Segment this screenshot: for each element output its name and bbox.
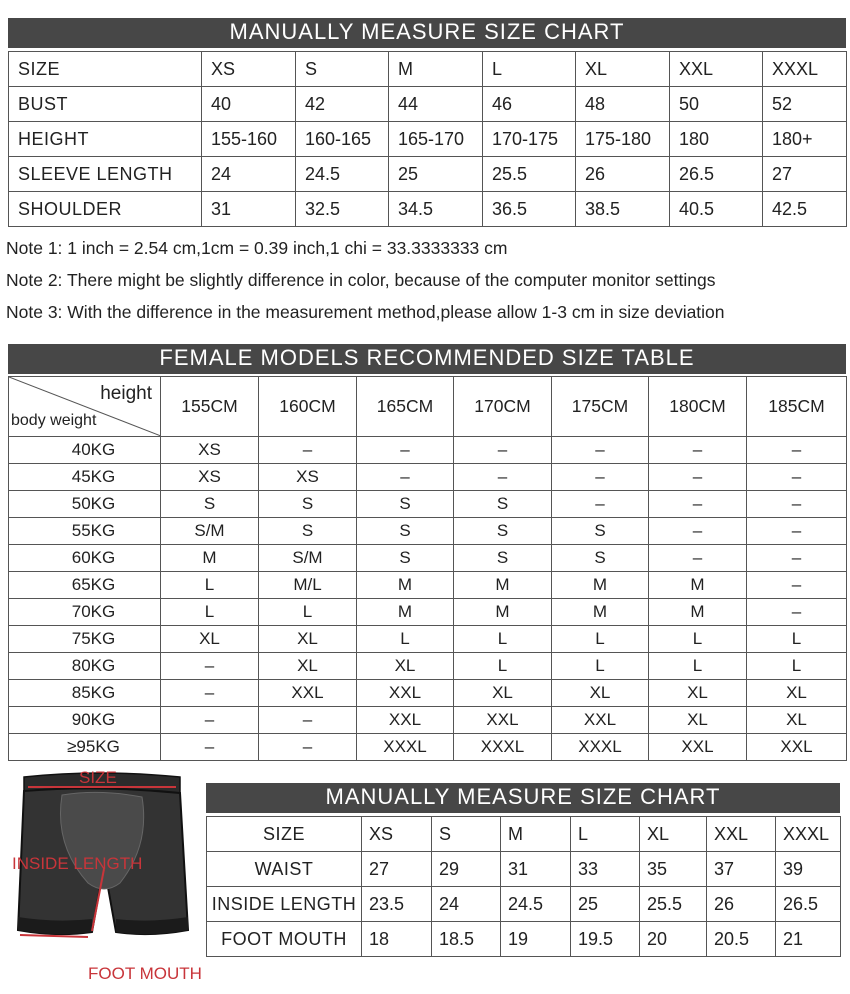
recommended-size-cell: XXXL bbox=[357, 734, 454, 761]
recommended-size-cell: – bbox=[552, 491, 649, 518]
recommended-size-cell: L bbox=[649, 653, 747, 680]
measure-table-cell: 26.5 bbox=[670, 157, 763, 192]
measure-table-cell: 24 bbox=[202, 157, 296, 192]
measure-table-cell: L bbox=[483, 52, 576, 87]
recommended-size-cell: XXL bbox=[649, 734, 747, 761]
recommended-size-cell: XXL bbox=[357, 680, 454, 707]
shorts-illustration bbox=[0, 765, 215, 994]
recommended-size-cell: – bbox=[649, 545, 747, 572]
shorts-table-row-label: WAIST bbox=[207, 852, 362, 887]
recommended-size-cell: L bbox=[552, 626, 649, 653]
shorts-table-cell: 25 bbox=[571, 887, 640, 922]
weight-row-label: 40KG bbox=[9, 437, 161, 464]
weight-row-label: 65KG bbox=[9, 572, 161, 599]
weight-row-label: 80KG bbox=[9, 653, 161, 680]
recommended-size-cell: XL bbox=[161, 626, 259, 653]
recommended-size-cell: XS bbox=[161, 437, 259, 464]
recommended-size-cell: XXL bbox=[357, 707, 454, 734]
measure-table-row-label: SIZE bbox=[9, 52, 202, 87]
recommended-size-cell: L bbox=[454, 626, 552, 653]
shorts-table-cell: 20.5 bbox=[707, 922, 776, 957]
recommended-row bbox=[9, 626, 847, 653]
note-1: Note 1: 1 inch = 2.54 cm,1cm = 0.39 inch,1 chi = 33.3333333 cm bbox=[6, 238, 508, 258]
recommended-header-row bbox=[9, 377, 847, 437]
measure-table-cell: M bbox=[389, 52, 483, 87]
measure-table-row bbox=[9, 192, 847, 227]
shorts-table-cell: XXXL bbox=[776, 817, 841, 852]
size-chart-banner bbox=[8, 18, 846, 48]
weight-row-label: 50KG bbox=[9, 491, 161, 518]
recommended-size-cell: L bbox=[552, 653, 649, 680]
measure-table-cell: 175-180 bbox=[576, 122, 670, 157]
recommended-size-cell: L bbox=[357, 626, 454, 653]
height-column-header: 160CM bbox=[259, 377, 357, 437]
measure-table-cell: 38.5 bbox=[576, 192, 670, 227]
measure-table-cell: 180 bbox=[670, 122, 763, 157]
recommended-size-cell: M bbox=[454, 572, 552, 599]
measure-table-cell: 46 bbox=[483, 87, 576, 122]
recommended-size-cell: XXXL bbox=[552, 734, 649, 761]
shorts-table-cell: 31 bbox=[501, 852, 571, 887]
recommended-size-cell: XL bbox=[747, 707, 847, 734]
note-2: Note 2: There might be slightly difference in color, because of the computer monitor settings bbox=[6, 270, 716, 290]
recommended-row bbox=[9, 437, 847, 464]
recommended-size-cell: S bbox=[357, 491, 454, 518]
recommended-row bbox=[9, 599, 847, 626]
measure-table-cell: 160-165 bbox=[296, 122, 389, 157]
measure-table-cell: 42.5 bbox=[763, 192, 847, 227]
measure-table-cell: 26 bbox=[576, 157, 670, 192]
corner-height-label: height bbox=[100, 383, 152, 404]
recommended-size-cell: XS bbox=[161, 464, 259, 491]
measure-table-cell: 155-160 bbox=[202, 122, 296, 157]
recommended-size-cell: – bbox=[649, 464, 747, 491]
recommended-size-cell: XL bbox=[259, 626, 357, 653]
recommended-size-cell: S bbox=[357, 518, 454, 545]
recommended-size-cell: XL bbox=[747, 680, 847, 707]
recommended-size-cell: – bbox=[747, 437, 847, 464]
recommended-row bbox=[9, 680, 847, 707]
recommended-size-cell: L bbox=[161, 599, 259, 626]
recommended-size-cell: XXL bbox=[747, 734, 847, 761]
shorts-table-cell: M bbox=[501, 817, 571, 852]
shorts-table-row bbox=[207, 922, 841, 957]
recommended-size-table bbox=[8, 376, 847, 761]
shorts-table-cell: 27 bbox=[362, 852, 432, 887]
measure-table-row-label: BUST bbox=[9, 87, 202, 122]
measure-table-cell: 180+ bbox=[763, 122, 847, 157]
shorts-table-cell: 21 bbox=[776, 922, 841, 957]
shorts-table-cell: 26 bbox=[707, 887, 776, 922]
recommended-row bbox=[9, 518, 847, 545]
shorts-table-cell: S bbox=[432, 817, 501, 852]
height-column-header: 170CM bbox=[454, 377, 552, 437]
recommended-size-cell: XXL bbox=[454, 707, 552, 734]
recommended-row bbox=[9, 707, 847, 734]
recommended-size-cell: S bbox=[357, 545, 454, 572]
recommended-size-cell: M bbox=[357, 599, 454, 626]
recommended-row bbox=[9, 572, 847, 599]
measure-table-cell: 25 bbox=[389, 157, 483, 192]
recommended-size-cell: L bbox=[454, 653, 552, 680]
shorts-table-cell: 26.5 bbox=[776, 887, 841, 922]
shorts-table-cell: 24.5 bbox=[501, 887, 571, 922]
measure-table-row bbox=[9, 157, 847, 192]
shorts-table-cell: 24 bbox=[432, 887, 501, 922]
shorts-table-cell: 29 bbox=[432, 852, 501, 887]
recommended-size-cell: L bbox=[649, 626, 747, 653]
weight-row-label: 70KG bbox=[9, 599, 161, 626]
recommended-table-title: FEMALE MODELS RECOMMENDED SIZE TABLE bbox=[159, 345, 695, 370]
shorts-table-cell: L bbox=[571, 817, 640, 852]
shorts-table-cell: 25.5 bbox=[640, 887, 707, 922]
recommended-size-cell: – bbox=[747, 599, 847, 626]
measure-size-table bbox=[8, 51, 847, 227]
corner-weight-label: body weight bbox=[11, 412, 97, 429]
recommended-size-cell: S/M bbox=[161, 518, 259, 545]
shorts-table-cell: 19.5 bbox=[571, 922, 640, 957]
weight-row-label: ≥95KG bbox=[9, 734, 161, 761]
measure-table-cell: 27 bbox=[763, 157, 847, 192]
shorts-table-cell: 18.5 bbox=[432, 922, 501, 957]
weight-row-label: 55KG bbox=[9, 518, 161, 545]
measure-table-row bbox=[9, 52, 847, 87]
shorts-table-row bbox=[207, 887, 841, 922]
measure-table-cell: 42 bbox=[296, 87, 389, 122]
recommended-size-cell: S bbox=[552, 518, 649, 545]
recommended-size-cell: – bbox=[747, 518, 847, 545]
shorts-table-cell: 20 bbox=[640, 922, 707, 957]
recommended-size-cell: – bbox=[161, 734, 259, 761]
recommended-size-cell: XL bbox=[649, 680, 747, 707]
recommended-size-cell: XXL bbox=[259, 680, 357, 707]
height-column-header: 165CM bbox=[357, 377, 454, 437]
recommended-size-cell: S bbox=[454, 518, 552, 545]
shorts-table-cell: 19 bbox=[501, 922, 571, 957]
shorts-table-cell: XXL bbox=[707, 817, 776, 852]
recommended-size-cell: M bbox=[649, 572, 747, 599]
weight-row-label: 90KG bbox=[9, 707, 161, 734]
illus-size-label: SIZE bbox=[79, 768, 117, 787]
recommended-size-cell: – bbox=[259, 707, 357, 734]
recommended-size-cell: – bbox=[552, 437, 649, 464]
height-column-header: 175CM bbox=[552, 377, 649, 437]
size-chart-title: MANUALLY MEASURE SIZE CHART bbox=[229, 19, 625, 44]
measure-table-cell: XXXL bbox=[763, 52, 847, 87]
measure-table-cell: 48 bbox=[576, 87, 670, 122]
note-3: Note 3: With the difference in the measurement method,please allow 1-3 cm in size deviation bbox=[6, 302, 725, 322]
measure-table-cell: S bbox=[296, 52, 389, 87]
height-column-header: 185CM bbox=[747, 377, 847, 437]
measure-table-cell: 40 bbox=[202, 87, 296, 122]
measure-table-cell: 31 bbox=[202, 192, 296, 227]
recommended-size-cell: – bbox=[552, 464, 649, 491]
measure-table-cell: 44 bbox=[389, 87, 483, 122]
measure-table-row-label: SHOULDER bbox=[9, 192, 202, 227]
shorts-table-cell: 39 bbox=[776, 852, 841, 887]
measure-table-row bbox=[9, 122, 847, 157]
corner-cell bbox=[9, 377, 161, 437]
measure-table-cell: 52 bbox=[763, 87, 847, 122]
measure-table-cell: XL bbox=[576, 52, 670, 87]
recommended-size-cell: – bbox=[454, 437, 552, 464]
weight-row-label: 45KG bbox=[9, 464, 161, 491]
recommended-size-cell: XL bbox=[454, 680, 552, 707]
weight-row-label: 60KG bbox=[9, 545, 161, 572]
shorts-table-row bbox=[207, 817, 841, 852]
measure-table-row bbox=[9, 87, 847, 122]
recommended-size-cell: S bbox=[259, 518, 357, 545]
shorts-table-row-label: FOOT MOUTH bbox=[207, 922, 362, 957]
recommended-size-cell: S bbox=[454, 491, 552, 518]
recommended-size-cell: L bbox=[161, 572, 259, 599]
measure-table-cell: 170-175 bbox=[483, 122, 576, 157]
recommended-size-cell: – bbox=[747, 464, 847, 491]
shorts-chart-banner bbox=[206, 783, 840, 813]
recommended-size-cell: M bbox=[161, 545, 259, 572]
shorts-table-cell: 37 bbox=[707, 852, 776, 887]
shorts-table-cell: 18 bbox=[362, 922, 432, 957]
recommended-size-cell: – bbox=[161, 653, 259, 680]
recommended-size-cell: M/L bbox=[259, 572, 357, 599]
recommended-size-cell: XL bbox=[552, 680, 649, 707]
shorts-table-cell: 35 bbox=[640, 852, 707, 887]
shorts-table-row-label: SIZE bbox=[207, 817, 362, 852]
recommended-size-cell: M bbox=[552, 599, 649, 626]
recommended-size-cell: – bbox=[161, 680, 259, 707]
recommended-size-cell: L bbox=[747, 626, 847, 653]
shorts-size-table bbox=[206, 816, 841, 957]
recommended-size-cell: – bbox=[747, 491, 847, 518]
height-column-header: 155CM bbox=[161, 377, 259, 437]
recommended-size-cell: L bbox=[259, 599, 357, 626]
recommended-row bbox=[9, 653, 847, 680]
recommended-size-cell: – bbox=[357, 464, 454, 491]
shorts-table-row-label: INSIDE LENGTH bbox=[207, 887, 362, 922]
illus-inside-length-label: INSIDE LENGTH bbox=[12, 854, 143, 873]
shorts-table-row bbox=[207, 852, 841, 887]
recommended-size-cell: XL bbox=[259, 653, 357, 680]
recommended-size-cell: – bbox=[357, 437, 454, 464]
measure-table-cell: 40.5 bbox=[670, 192, 763, 227]
shorts-table-cell: XS bbox=[362, 817, 432, 852]
recommended-size-cell: M bbox=[552, 572, 649, 599]
recommended-size-cell: – bbox=[454, 464, 552, 491]
shorts-table-cell: 33 bbox=[571, 852, 640, 887]
recommended-size-cell: M bbox=[649, 599, 747, 626]
measure-table-cell: 165-170 bbox=[389, 122, 483, 157]
recommended-size-cell: – bbox=[747, 545, 847, 572]
recommended-size-cell: XL bbox=[357, 653, 454, 680]
measure-table-row-label: HEIGHT bbox=[9, 122, 202, 157]
illus-foot-mouth-label: FOOT MOUTH bbox=[88, 964, 202, 983]
shorts-table-cell: XL bbox=[640, 817, 707, 852]
measure-table-cell: XXL bbox=[670, 52, 763, 87]
recommended-size-cell: XXL bbox=[552, 707, 649, 734]
recommended-size-cell: M bbox=[357, 572, 454, 599]
recommended-size-cell: – bbox=[649, 437, 747, 464]
recommended-size-cell: S bbox=[259, 491, 357, 518]
shorts-chart-title: MANUALLY MEASURE SIZE CHART bbox=[325, 784, 721, 809]
recommended-size-cell: L bbox=[747, 653, 847, 680]
recommended-size-cell: S bbox=[454, 545, 552, 572]
measure-table-cell: 36.5 bbox=[483, 192, 576, 227]
recommended-size-cell: S bbox=[552, 545, 649, 572]
recommended-size-cell: XXXL bbox=[454, 734, 552, 761]
recommended-size-cell: – bbox=[649, 518, 747, 545]
recommended-size-cell: – bbox=[259, 734, 357, 761]
measure-table-row-label: SLEEVE LENGTH bbox=[9, 157, 202, 192]
height-column-header: 180CM bbox=[649, 377, 747, 437]
recommended-size-cell: M bbox=[454, 599, 552, 626]
recommended-table-banner bbox=[8, 344, 846, 374]
recommended-size-cell: – bbox=[161, 707, 259, 734]
measure-table-cell: 34.5 bbox=[389, 192, 483, 227]
measure-table-cell: 24.5 bbox=[296, 157, 389, 192]
recommended-size-cell: – bbox=[259, 437, 357, 464]
recommended-size-cell: – bbox=[649, 491, 747, 518]
recommended-size-cell: XL bbox=[649, 707, 747, 734]
recommended-row bbox=[9, 464, 847, 491]
recommended-size-cell: S/M bbox=[259, 545, 357, 572]
measure-table-cell: 32.5 bbox=[296, 192, 389, 227]
recommended-size-cell: XS bbox=[259, 464, 357, 491]
recommended-row bbox=[9, 734, 847, 761]
recommended-size-cell: – bbox=[747, 572, 847, 599]
recommended-size-cell: S bbox=[161, 491, 259, 518]
measure-table-cell: 25.5 bbox=[483, 157, 576, 192]
recommended-row bbox=[9, 545, 847, 572]
recommended-row bbox=[9, 491, 847, 518]
shorts-table-cell: 23.5 bbox=[362, 887, 432, 922]
measure-table-cell: XS bbox=[202, 52, 296, 87]
measure-table-cell: 50 bbox=[670, 87, 763, 122]
weight-row-label: 75KG bbox=[9, 626, 161, 653]
weight-row-label: 85KG bbox=[9, 680, 161, 707]
